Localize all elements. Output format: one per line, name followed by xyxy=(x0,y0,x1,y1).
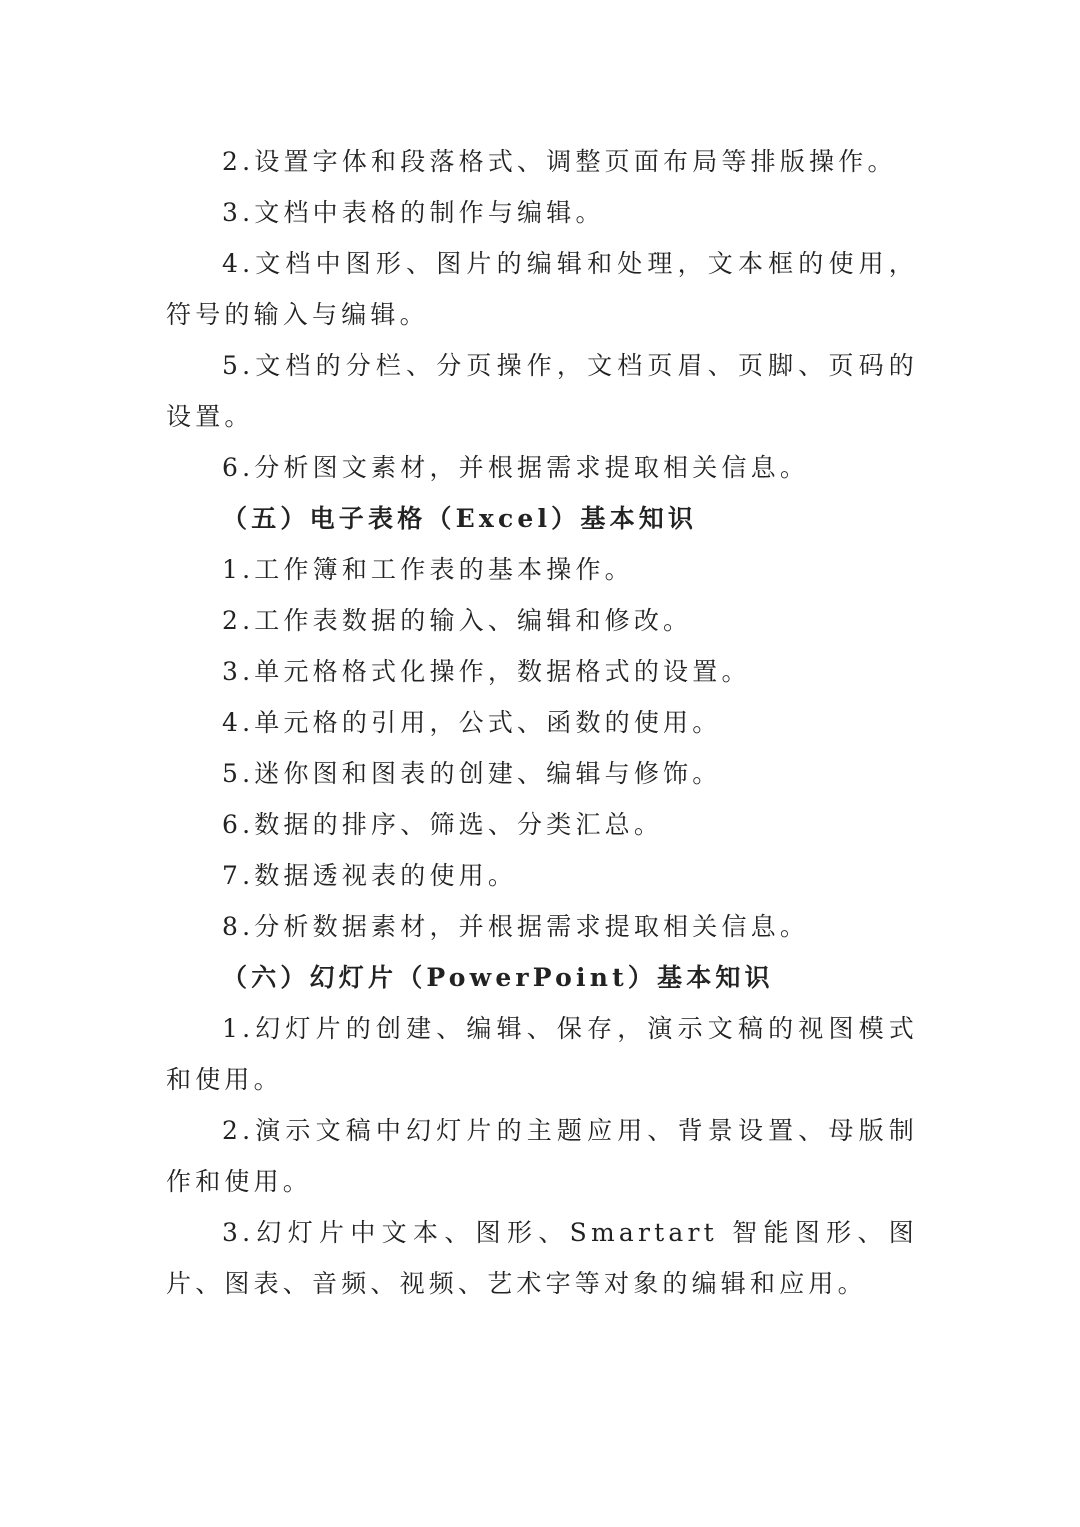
document-body xyxy=(166,136,918,1309)
list-item: 5.迷你图和图表的创建、编辑与修饰。 xyxy=(222,759,722,788)
section-heading-excel: （五）电子表格（Excel）基本知识 xyxy=(222,504,698,533)
list-item: 1.工作簿和工作表的基本操作。 xyxy=(222,555,634,584)
list-item: 8.分析数据素材，并根据需求提取相关信息。 xyxy=(222,912,810,941)
list-item: 6.分析图文素材，并根据需求提取相关信息。 xyxy=(222,453,810,482)
list-item: 6.数据的排序、筛选、分类汇总。 xyxy=(222,810,664,839)
list-item: 7.数据透视表的使用。 xyxy=(222,861,518,890)
list-item: 4.单元格的引用，公式、函数的使用。 xyxy=(222,708,722,737)
list-item: 5.文档的分栏、分页操作，文档页眉、页脚、页码的设置。 xyxy=(166,351,918,431)
list-item: 1.幻灯片的创建、编辑、保存，演示文稿的视图模式和使用。 xyxy=(166,1014,918,1094)
list-item: 3.单元格格式化操作，数据格式的设置。 xyxy=(222,657,751,686)
section-heading-powerpoint: （六）幻灯片（PowerPoint）基本知识 xyxy=(222,963,774,992)
list-item: 2.演示文稿中幻灯片的主题应用、背景设置、母版制作和使用。 xyxy=(166,1116,918,1196)
list-item: 3.幻灯片中文本、图形、Smartart 智能图形、图片、图表、音频、视频、艺术字等对象的编辑和应用。 xyxy=(166,1218,918,1298)
list-item: 4.文档中图形、图片的编辑和处理，文本框的使用，符号的输入与编辑。 xyxy=(166,249,918,329)
list-item: 3.文档中表格的制作与编辑。 xyxy=(222,198,605,227)
list-item: 2.设置字体和段落格式、调整页面布局等排版操作。 xyxy=(222,147,897,176)
list-item: 2.工作表数据的输入、编辑和修改。 xyxy=(222,606,693,635)
